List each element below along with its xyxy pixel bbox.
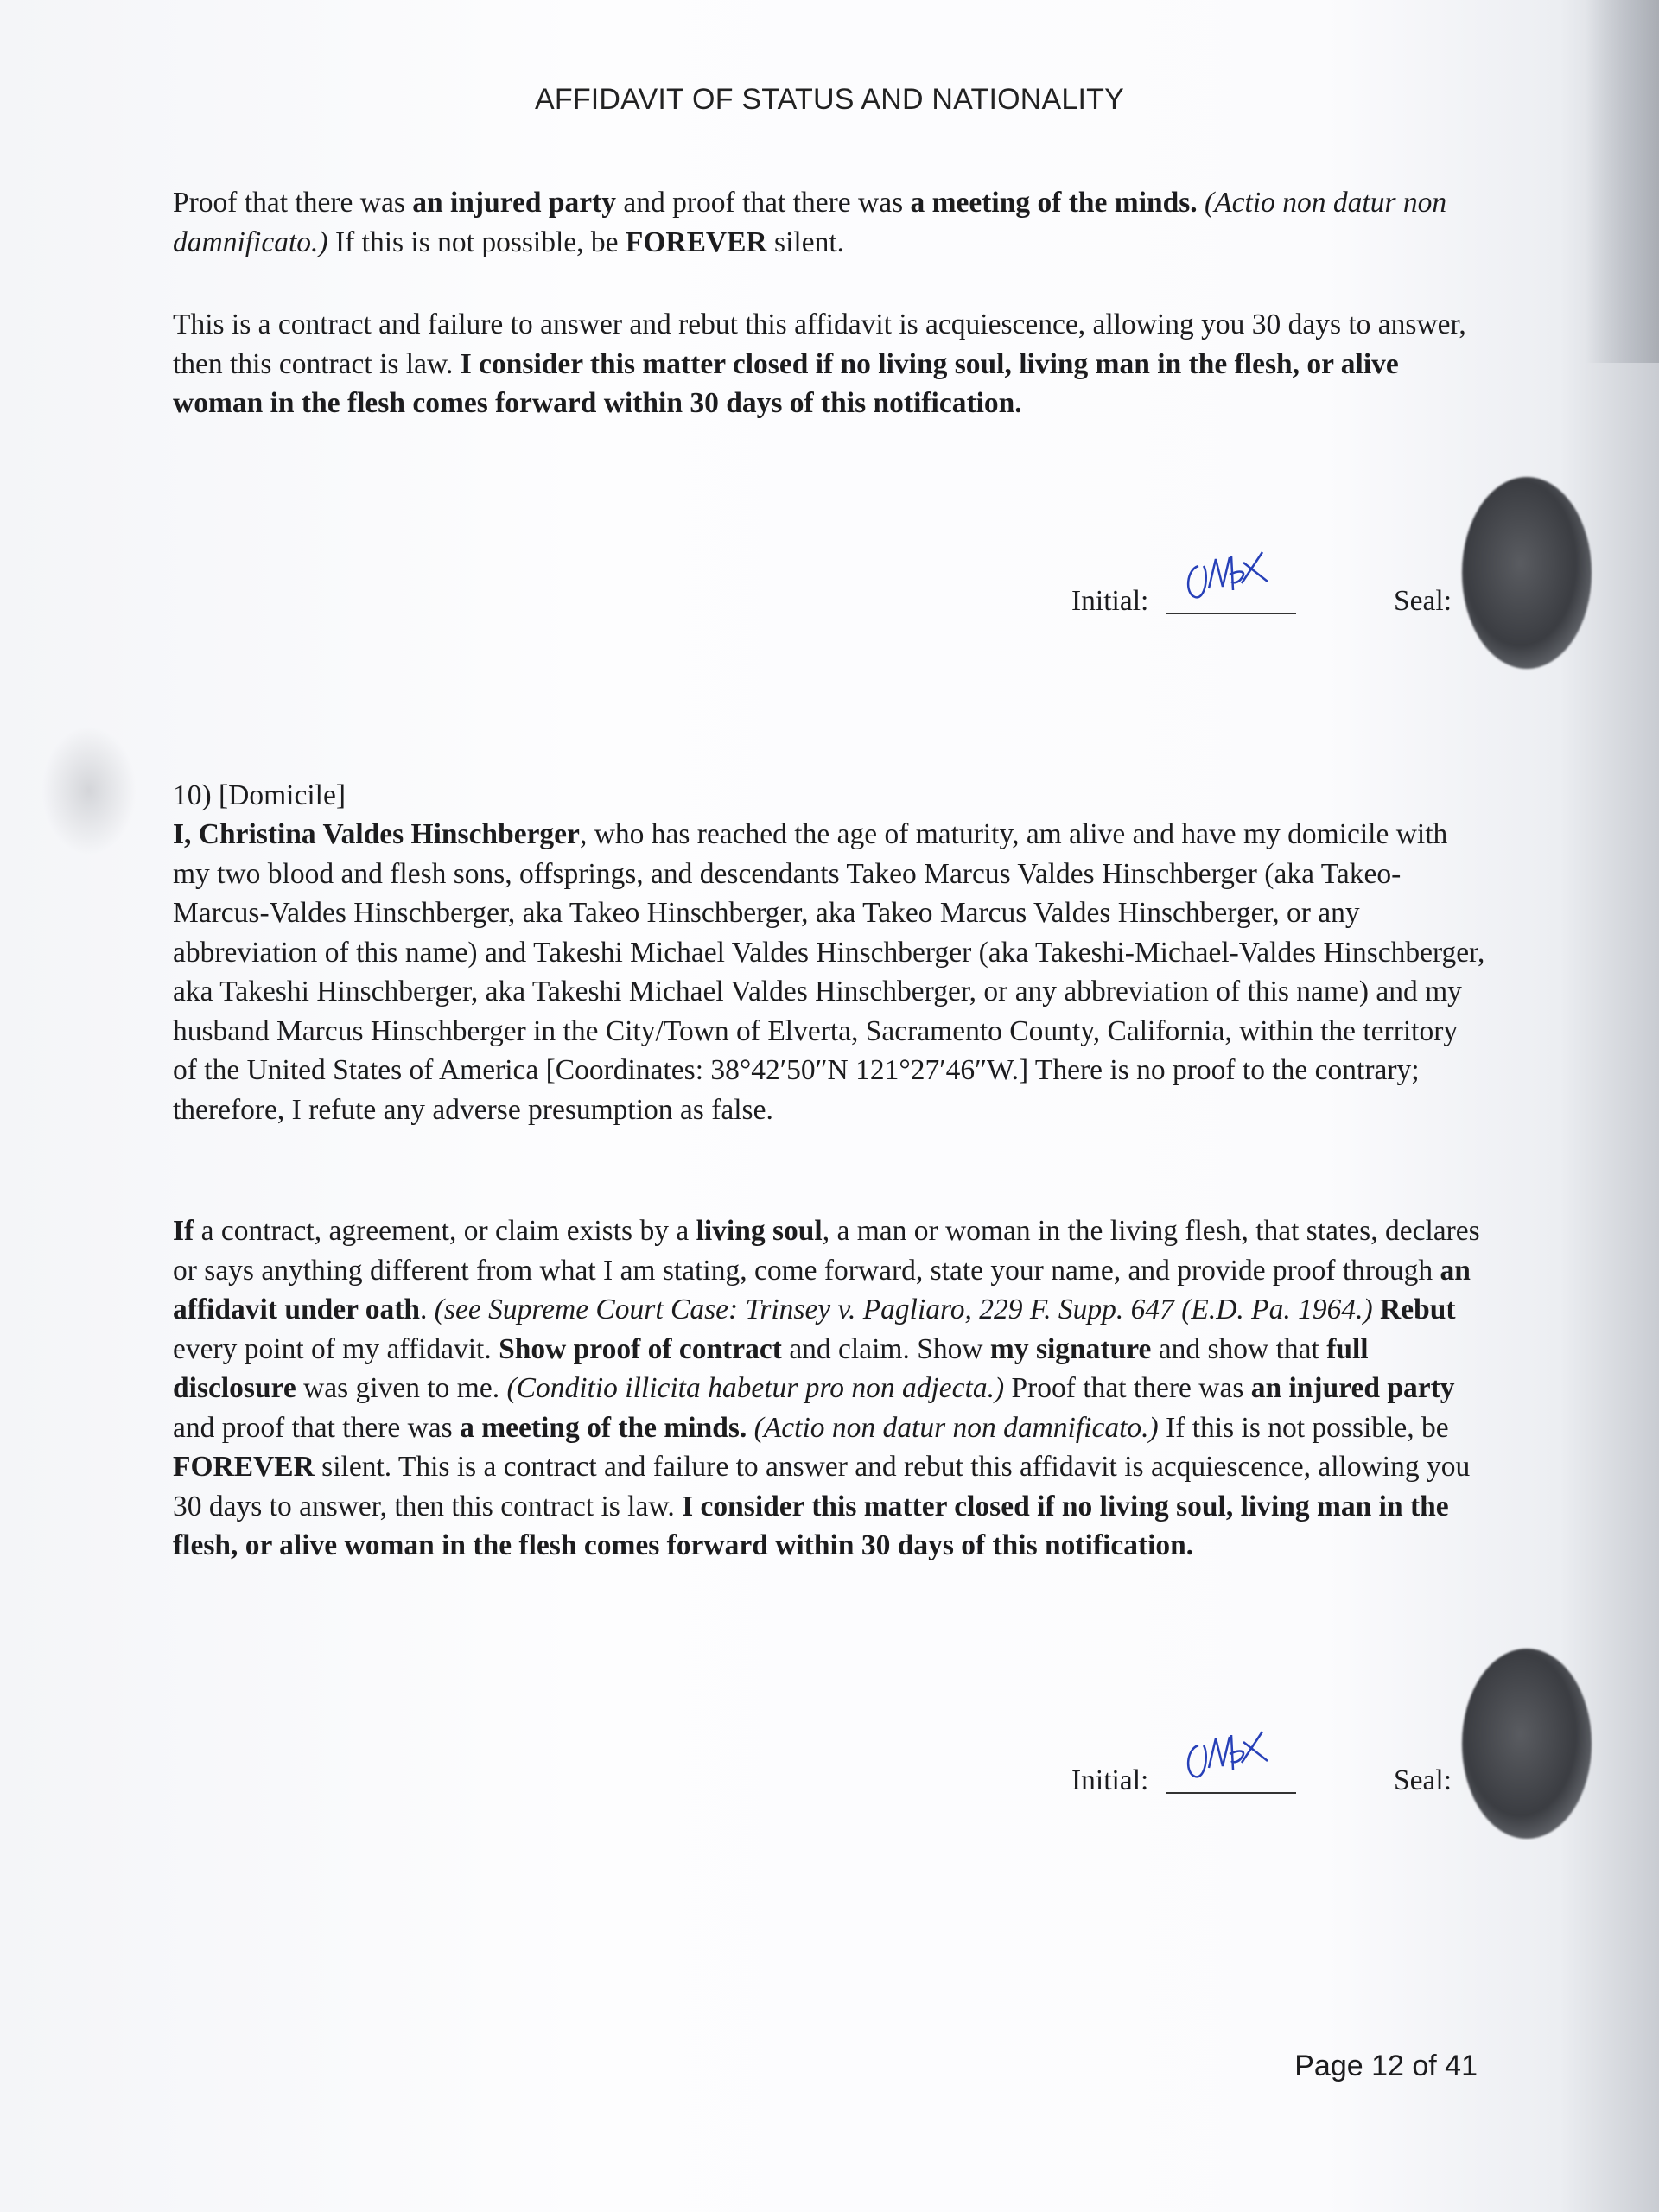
thumbprint-seal-icon	[1462, 477, 1592, 669]
thumbprint-seal-icon	[1462, 1649, 1592, 1839]
initial-line	[1166, 613, 1296, 614]
proof-paragraph: Proof that there was an injured party and proof that there was a meeting of the minds. (Actio non datur non damnificato.) If this is not possible, be FOREVER silent.	[173, 187, 1447, 258]
initials-signature-icon	[1179, 540, 1283, 609]
initial-line	[1166, 1792, 1296, 1794]
section-heading: 10) [Domicile]	[173, 779, 346, 811]
contract-paragraph: This is a contract and failure to answer and rebut this affidavit is acquiescence, allowing you 30 days to answer, then this contract is law. I consider this matter closed if no living soul, living man in the flesh, or alive woman in the flesh comes forward within 30 days of this notification.	[173, 308, 1466, 419]
bleed-through-mark	[41, 726, 137, 855]
rebuttal-paragraph: If a contract, agreement, or claim exists by a living soul, a man or woman in the living flesh, that states, declares or says anything different from what I am stating, come forward, state your name, and provide proof through an affidavit under oath. (see Supreme Court Case: Trinsey v. Pagliaro, 229 F. Supp. 647 (E.D. Pa. 1964.) Rebut every point of my affidavit. Show proof of contract and claim. Show my signature and show that full disclosure was given to me. (Conditio illicita habetur pro non adjecta.) Proof that there was an injured party and proof that there was a meeting of the minds. (Actio non datur non damnificato.) If this is not possible, be FOREVER silent. This is a contract and failure to answer and rebut this affidavit is acquiescence, allowing you 30 days to answer, then this contract is law. I consider this matter closed if no living soul, living man in the flesh, or alive woman in the flesh comes forward within 30 days of this notification.	[173, 1215, 1480, 1561]
domicile-paragraph: I, Christina Valdes Hinschberger, who has reached the age of maturity, am alive and have my domicile with my two blood and flesh sons, offsprings, and descendants Takeo Marcus Valdes Hinschberger (aka Takeo-Marcus-Valdes Hinschberger, aka Takeo Hinschberger, aka Takeo Marcus Valdes Hinschberger, or any abbreviation of this name) and Takeshi Michael Valdes Hinschberger (aka Takeshi-Michael-Valdes Hinschberger, aka Takeshi Hinschberger, aka Takeshi Michael Valdes Hinschberger, or any abbreviation of this name) and my husband Marcus Hinschberger in the City/Town of Elverta, Sacramento County, California, within the territory of the United States of America [Coordinates: 38°42′50″N 121°27′46″W.] There is no proof to the contrary; therefore, I refute any adverse presumption as false.	[173, 818, 1485, 1126]
initial-seal-row-2	[1071, 1719, 1452, 1797]
seal-label: Seal:	[1394, 585, 1452, 617]
initials-signature-icon	[1179, 1719, 1283, 1789]
page-number: Page 12 of 41	[1294, 2050, 1478, 2082]
initial-label: Initial:	[1071, 1764, 1149, 1796]
document-title: AFFIDAVIT OF STATUS AND NATIONALITY	[534, 83, 1125, 116]
initial-label: Initial:	[1071, 585, 1149, 617]
initial-seal-row	[1071, 540, 1452, 618]
seal-label: Seal:	[1394, 1764, 1452, 1796]
page-curl-shadow	[1586, 0, 1659, 363]
